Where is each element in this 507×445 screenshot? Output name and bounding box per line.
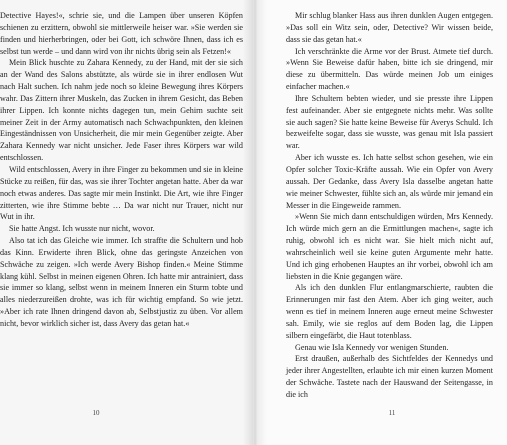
paragraph: Aber ich wusste es. Ich hatte selbst schon gesehen, wie ein Opfer solcher Toxic-Kräfte aussah. Wie ein Opfer von Avery aussah. Der Gedanke, dass Avery Isla dasselbe angetan hatte wie meiner Schwester, fühlte sich an, als würde mir jemand ein Messer in die Eingeweide rammen. <box>286 153 493 210</box>
paragraph: Erst draußen, außerhalb des Sichtfeldes der Kennedys und jeder ihrer Angestellten, erlaubte ich mir einen kurzen Moment der Schwäche. Tastete nach der Hauswand der Seitengasse, in die ich <box>286 354 493 399</box>
right-page-text <box>286 10 493 401</box>
left-page-text <box>0 10 243 330</box>
paragraph: Mein Blick huschte zu Zahara Kennedy, zu der Hand, mit der sie sich an der Wand des Salons abstützte, als würde sie in ihrer endlosen Wut nach Halt suchen. Ich nahm jede noch so kleine Bewegung ihres Körpers wahr. Das Zittern ihrer Muskeln, das Zucken in ihrem Gesicht, das Beben ihrer Lippen. Ich konnte nichts dagegen tun, mein Gehirn suchte seit meiner Zeit in der Army automatisch nach Schwachpunkten, den kleinen Eingeständnissen von Unsicherheit, die mir mein Gegenüber zeigte. Aber Zahara Kennedy war nicht unsicher. Jede Faser ihres Körpers war wild entschlossen. <box>0 58 243 163</box>
paragraph: Sie hatte Angst. Ich wusste nur nicht, wovor. <box>9 224 155 234</box>
paragraph: Mir schlug blanker Hass aus ihren dunklen Augen entgegen. »Das soll ein Witz sein, oder, Detective? Wir wissen beide, dass sie das getan hat.« <box>286 11 493 44</box>
paragraph: Detective Hayes!«, schrie sie, und die Lampen über unseren Köpfen schienen zu erzittern, obwohl sie mittlerweile heiser war. »Sie werden sie finden und hierherbringen, oder bei Gott, ich schwöre Ihnen, dass ich es selbst tun werde – und dann wird von ihr nichts übrig sein als Fetzen!« <box>0 11 243 56</box>
paragraph: Also tat ich das Gleiche wie immer. Ich straffte die Schultern und hob das Kinn. Erwiderte ihren Blick, ohne das geringste Anzeichen von Schwäche zu zeigen. »Ich werde Avery Bishop finden.« Meine Stimme klang kühl. Selbst in meinen eigenen Ohren. Ich hatte mir antrainiert, dass sie immer so klang, selbst wenn in meinem Inneren ein Sturm tobte und alles niederzureißen drohte, was ich für wichtig empfand. So wie jetzt. »Aber ich rate Ihnen dringend davon ab, Selbstjustiz zu üben. Vor allem nicht, bevor wirklich sicher ist, dass Avery das getan hat.« <box>0 236 243 328</box>
page-number: 11 <box>388 409 396 417</box>
right-page <box>253 0 507 445</box>
paragraph: Genau wie Isla Kennedy vor wenigen Stunden. <box>295 342 449 352</box>
page-number: 10 <box>92 409 100 417</box>
paragraph: Ihre Schultern bebten wieder, und sie presste ihre Lippen fest aufeinander. Aber sie entgegnete nichts mehr. Was sollte sie auch sagen? Sie hatte keine Beweise für Averys Schuld. Ich bezweifelte sogar, dass sie wusste, was genau mit Isla passiert war. <box>286 93 493 151</box>
paragraph: Als ich den dunklen Flur entlangmarschierte, raubten die Erinnerungen mir fast den Atem. Aber ich ging weiter, auch wenn es tief in meinem Inneren auge erneut meine Schwester sah. Emily, wie sie reglos auf dem Boden lag, die Lippen silbern eingefärbt, die Haut totenblass. <box>286 283 493 340</box>
paragraph: Wild entschlossen, Avery in ihre Finger zu bekommen und sie in kleine Stücke zu reißen, für das, was sie ihrer Tochter angetan hatte. Aber da war noch etwas anderes. Das sagte mir mein Instinkt. Die Art, wie ihre Finger zitterten, wie ihre Stimme bebte … Da war nicht nur Trauer, nicht nur Wut in ihr. <box>0 164 243 222</box>
paragraph: Ich verschränkte die Arme vor der Brust. Atmete tief durch. »Wenn Sie Beweise dafür haben, bitte ich sie dringend, mir diese zu übermitteln. Das würde meinen Job um einiges einfacher machen.« <box>286 46 493 92</box>
paragraph: »Wenn Sie mich dann entschuldigen würden, Mrs Kennedy. Ich würde mich gern an die Ermittlungen machen«, sagte ich ruhig, obwohl ich es nicht war. Sie hielt mich nicht auf, wahrscheinlich weil sie keine guten Argumente mehr hatte. Und ich ging erhobenen Hauptes an ihr vorbei, obwohl ich am liebsten in die Knie gegangen wäre. <box>286 212 493 281</box>
left-page <box>0 0 253 445</box>
